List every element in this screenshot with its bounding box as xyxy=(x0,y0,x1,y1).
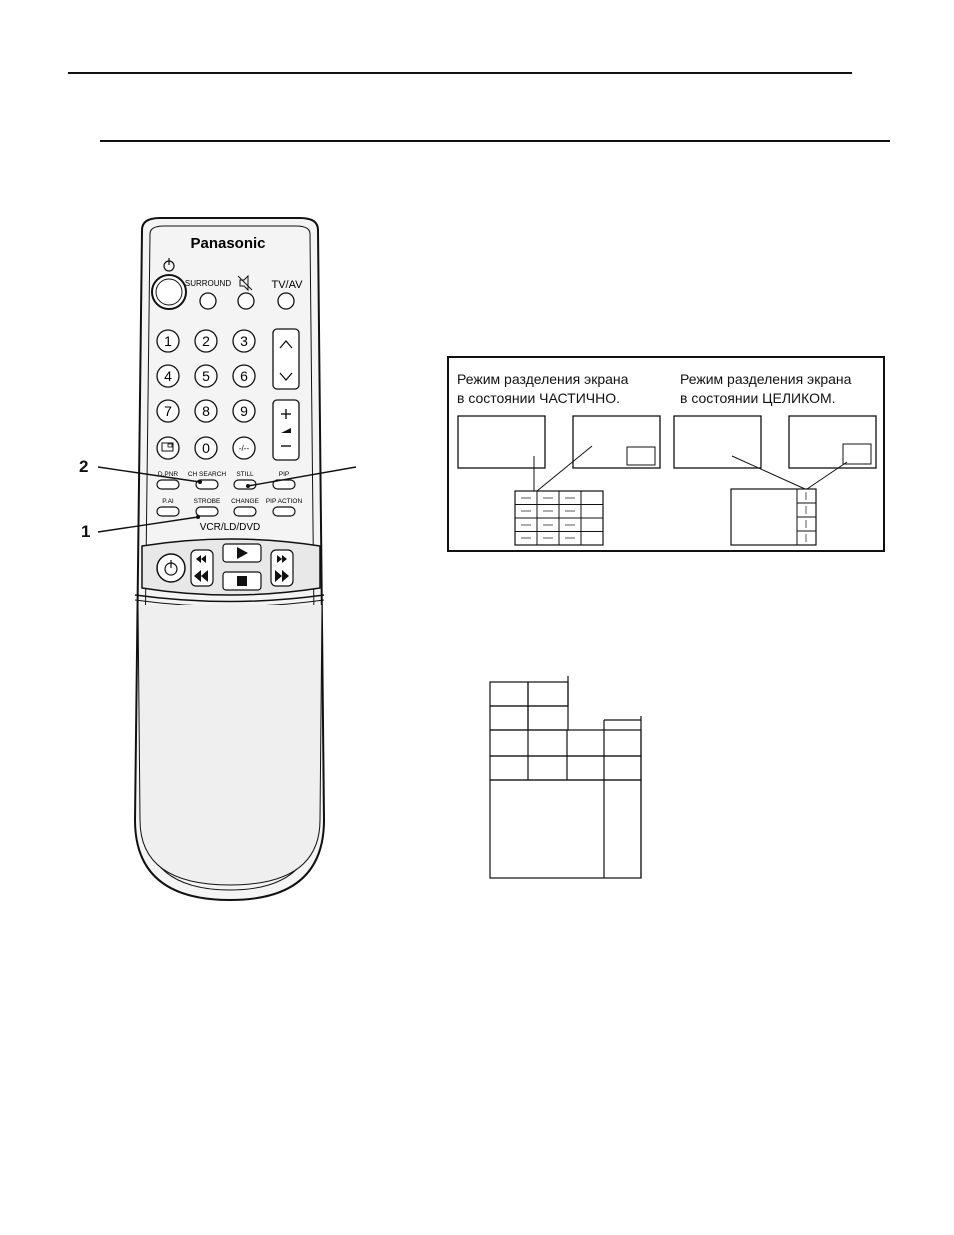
dash-label: -/-- xyxy=(238,444,250,453)
remote-illustration xyxy=(80,210,370,910)
ch-search-label: CH SEARCH xyxy=(187,471,227,478)
partial-pip-window xyxy=(627,447,655,465)
callout-number-2: 2 xyxy=(79,457,89,476)
full-main-screen xyxy=(674,416,761,468)
pip-action-button[interactable] xyxy=(273,507,295,516)
partial-main-screen xyxy=(458,416,545,468)
surround-button[interactable] xyxy=(200,293,216,309)
strobe-button[interactable] xyxy=(196,507,218,516)
digit-8: 8 xyxy=(202,403,210,419)
skip-back-button[interactable] xyxy=(191,550,213,586)
full-pip-window xyxy=(843,444,871,464)
teletext-button[interactable] xyxy=(157,437,179,459)
callout-number-1: 1 xyxy=(81,522,91,541)
callout-still-dot xyxy=(246,484,250,488)
power-button[interactable] xyxy=(152,275,186,309)
digit-7: 7 xyxy=(164,403,172,419)
callout-1-dot xyxy=(196,515,200,519)
full-strobe-grid xyxy=(731,489,816,545)
still-label: STILL xyxy=(236,471,254,478)
pai-button[interactable] xyxy=(157,507,179,516)
channel-rocker[interactable] xyxy=(273,329,299,389)
layout-grid-diagram xyxy=(480,672,650,884)
digit-6: 6 xyxy=(240,368,248,384)
vcr-ld-dvd-label: VCR/LD/DVD xyxy=(199,522,261,533)
surround-label: SURROUND xyxy=(184,279,232,288)
header-rule-top xyxy=(68,72,852,74)
tvav-label: TV/AV xyxy=(271,279,303,291)
full-mode-title: Режим разделения экрана в состоянии ЦЕЛИКОМ. xyxy=(680,371,852,406)
digit-0: 0 xyxy=(202,440,210,456)
header-rule-second xyxy=(100,140,890,142)
vcr-panel xyxy=(142,539,320,595)
dpnr-button[interactable] xyxy=(157,480,179,489)
callout-2-dot xyxy=(198,480,202,484)
partial-strobe-grid xyxy=(515,491,603,545)
stop-icon xyxy=(237,576,247,586)
remote-brand: Panasonic xyxy=(190,235,266,252)
remote-cover xyxy=(138,605,322,885)
partial-mode-title: Режим разделения экрана в состоянии ЧАСТИЧНО. xyxy=(457,371,629,406)
pip-action-label: PIP ACTION xyxy=(265,498,303,505)
tvav-button[interactable] xyxy=(278,293,294,309)
change-button[interactable] xyxy=(234,507,256,516)
pai-label: P.AI xyxy=(162,498,174,505)
digit-9: 9 xyxy=(240,403,248,419)
pip-label: PIP xyxy=(278,471,290,478)
mode-diagram xyxy=(447,356,885,552)
digit-3: 3 xyxy=(240,333,248,349)
strobe-label: STROBE xyxy=(193,498,221,505)
digit-4: 4 xyxy=(164,368,172,384)
mute-button[interactable] xyxy=(238,293,254,309)
digit-1: 1 xyxy=(164,333,172,349)
digit-5: 5 xyxy=(202,368,210,384)
dpnr-label: D.PNR xyxy=(157,471,179,478)
digit-2: 2 xyxy=(202,333,210,349)
change-label: CHANGE xyxy=(231,498,259,505)
volume-rocker[interactable] xyxy=(273,400,299,460)
